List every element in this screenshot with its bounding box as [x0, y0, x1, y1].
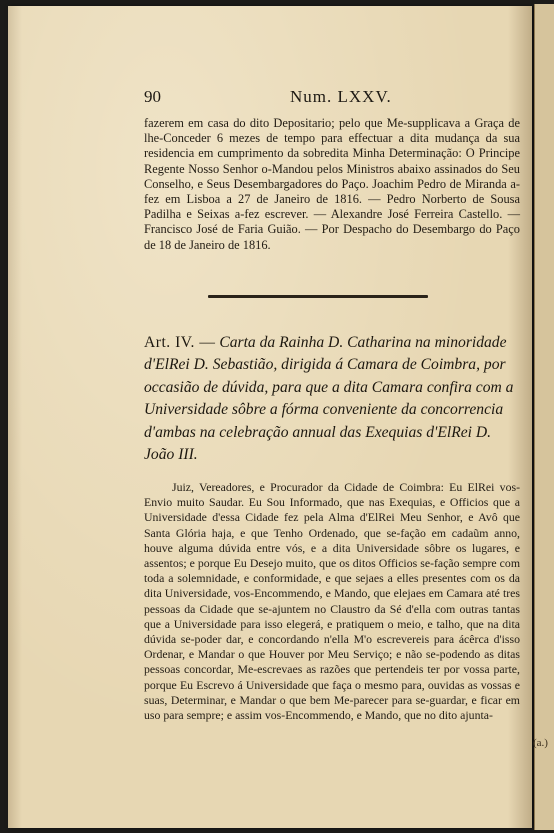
- article-title: Carta da Rainha D. Catharina na minoridade d'ElRei D. Sebastião, dirigida á Camara de Coimbra, por occasião de dúvida, para que a dita Camara confira com a Universidade sôbre a fórma conveniente da concorrencia d'ambas na celebração annual das Exequias d'ElRei D. João III.: [144, 334, 514, 464]
- top-paragraph-text: fazerem em casa do dito Depositario; pelo que Me-supplicava a Graça de lhe-Conceder 6 mezes de tempo para effectuar a dita mudança da sua residencia em cumprimento da sobredita Minha Determinação: O Principe Regente Nosso Senhor o-Mandou pelos Ministros abaixo assinados do Seu Conselho, e Seus Desembargadores do Paço. Joachim Pedro de Miranda a-fez em Lisboa a 27 de Janeiro de 1816. — Pedro Norberto de Sousa Padilha e Seixas a-fez escrever. — Alexandre José Ferreira Castello. — Francisco José de Faria Guião. — Por Despacho do Desembargo do Paço de 18 de Janeiro de 1816.: [144, 116, 520, 252]
- page-number: 90: [144, 87, 161, 106]
- section-divider: [208, 295, 428, 298]
- page-header: [144, 87, 512, 111]
- letter-body-text: Juiz, Vereadores, e Procurador da Cidade de Coimbra: Eu ElRei vos-Envio muito Saudar. Eu Sou Informado, que nas Exequias, e Officios que a Universidade d'essa Cidade fez pela Alma d'ElRei Meu Senhor, e Avô que Santa Glória haja, e que Tenho Ordenado, que se-fação em cadaũm anno, houve alguma dúvida entre vós, e a dita Universidade sôbre os lugares, e assentos; e porque Eu Desejo muito, que os ditos Officios se-fação sempre com toda a solemnidade, e conformidade, e que sejaes a elles presentes com os da dita Universidade, vos-Encommendo, e Mando, que elejaes em Camara até tres pessoas da Cidade que se-ajuntem no Claustro da Sé d'ella com outras tantas que a Universidade para isso elegerá, e pratiquem o meio, e talho, que na dita dúvida se-poder dar, e concordando n'ella M'o escrevereis para ácêrca d'isso Ordenar, e Mandar o que Houver por Meu Serviço; e não se-podendo as ditas pessoas concordar, Me-escrevaes as razões que pertendeis ter por vossa parte, porque Eu Escrevo á Universidade que faça o mesmo para, ouvidas as vossas e suas, Determinar, e Mandar o que bem Me-parecer para se-guardar, e ficar em uso para sempre; e assim vos-Encommendo, e Mando, que no dito ajunta-: [144, 480, 520, 723]
- running-head: Num. LXXV.: [290, 87, 392, 106]
- adjacent-page-edge: [534, 4, 554, 830]
- letter-body: [144, 480, 520, 723]
- article-heading: [144, 332, 520, 466]
- top-paragraph: [144, 116, 520, 253]
- margin-mark: (a.): [533, 737, 548, 749]
- book-page: [8, 6, 532, 828]
- article-label: Art. IV. —: [144, 334, 216, 351]
